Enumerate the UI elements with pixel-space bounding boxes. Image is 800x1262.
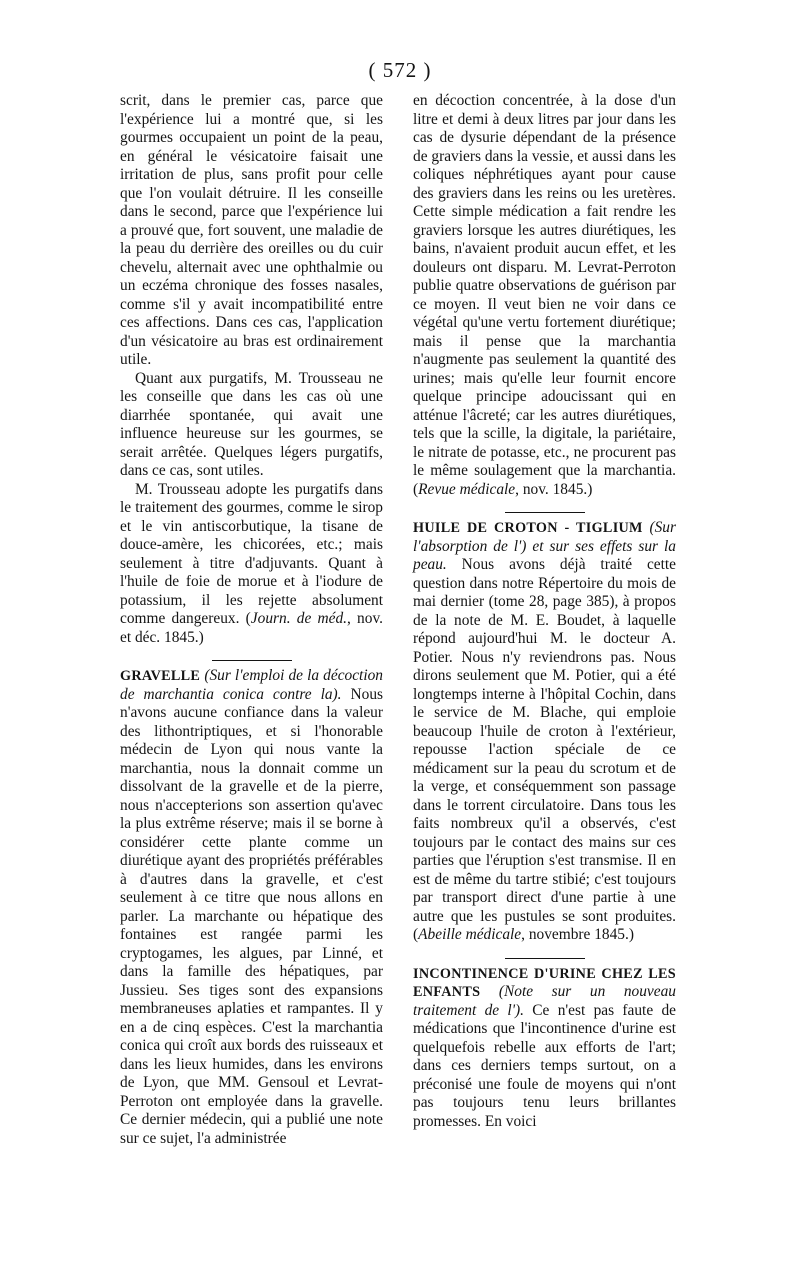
- right-column: [413, 92, 676, 1131]
- paragraph-marchantia-text: en décoction concentrée, à la dose d'un litre et demi à deux litres par jour dans les cas de dysurie dépendant de la présence de graviers dans la vessie, et aussi dans les coliques néphrétiques ayant pour cause des graviers dans les reins ou les uretères. Cette simple médication a fait rendre les graviers lorsque les autres diurétiques, les bains, n'avaient produit aucun effet, et les douleurs ont disparu. M. Levrat-Perroton publie quatre observations de guérison par ce moyen. Il veut bien ne voir dans ce végétal qu'une vertu fortement diurétique; mais il pense que la marchantia n'augmente pas seulement la quantité des urines; mais qu'elle leur fournit encore quelque principe adoucissant qui en atténue l'âcreté; car les autres diurétiques, tels que la scille, la digitale, la pariétaire, le nitrate de potasse, etc., ne procurent pas le même soulagement que la marchantia. (: [413, 92, 676, 498]
- article-body: Nous avons déjà traité cette question dans notre Répertoire du mois de mai dernier (tome 28, page 385), à propos de la note de M. E. Boudet, à laquelle répond aujourd'hui M. le docteur A. Potier. Nous n'y reviendrons pas. Nous dirons seulement que M. Potier, qui a été longtemps interne à l'hôpital Cochin, dans le service de M. Blache, qui emploie beaucoup l'huile de croton à l'extérieur, repousse l'action spéciale de ce médicament sur la peau du scrotum et de la verge, et conséquemment son passage dans le torrent circulatoire. Dans tous les faits nombreux qu'il a observés, c'est toujours par le contact des mains sur ces parties que l'éruption s'est transmise. Il en est de même du tartre stibié; c'est toujours par transport direct d'une partie à une autre que les pustules se sont produites. (: [413, 556, 676, 943]
- article-body: Nous n'avons aucune confiance dans la valeur des lithontriptiques, et si l'honorable médecin de Lyon qui nous vante la marchantia, nous la donnait comme un dissolvant de la gravelle et de la pierre, nous n'accepterions son assertion qu'avec la plus extrême réserve; mais il se borne à considérer cette plante comme un diurétique ayant des propriétés préférables à d'autres dans la gravelle, et c'est seulement à ce titre que nous allons en parler. La marchante ou hépatique des fontaines est rangée parmi les cryptogames, les algues, par Linné, et dans la famille des hépatiques, par Jussieu. Ses tiges sont des expansions membraneuses aplaties et rampantes. Il y en a de cinq espèces. C'est la marchantia conica qui croît aux bords des ruisseaux et dans les lieux humides, dans les environs de Lyon, que MM. Gensoul et Levrat-Perroton ont employée dans la gravelle. Ce dernier médecin, qui a publié une note sur ce sujet, l'a administrée: [120, 685, 383, 1147]
- paragraph-vesicatoire: scrit, dans le premier cas, parce que l'expérience lui a montré que, si les gourmes occupaient un point de la peau, en général le vésicatoire faisait une irritation de plus, sans profit pour celle que l'on voulait détruire. Il les conseille dans le second, parce que l'expérience lui a prouvé que, fort souvent, une maladie de la peau du derrière des oreilles ou du cuir chevelu, alternait avec une ophthalmie ou un eczéma chronique des fosses nasales, comme s'il y avait incompatibilité entre ces affections. Dans ces cas, l'application d'un vésicatoire au bras est ordinairement utile.: [120, 92, 383, 368]
- paragraph-trousseau: [120, 481, 383, 648]
- left-column: [120, 92, 383, 1148]
- source-citation: Abeille médicale: [418, 926, 522, 943]
- source-date: , novembre 1845.): [521, 926, 634, 943]
- article-incontinence: [413, 965, 676, 1132]
- source-citation: Journ. de méd.: [250, 610, 347, 627]
- source-date: , nov. et déc. 1845.): [120, 610, 383, 646]
- article-heading: GRAVELLE: [120, 668, 201, 684]
- article-heading: INCONTINENCE D'URINE CHEZ LES ENFANTS: [413, 965, 676, 1000]
- source-date: , nov. 1845.): [515, 480, 593, 498]
- section-divider: [212, 660, 292, 661]
- article-subheading: (Note sur un nouveau traitement de l').: [413, 983, 676, 1019]
- source-citation: Revue médicale: [418, 480, 516, 498]
- article-body: Ce n'est pas faute de médications que l'incontinence d'urine est quelquefois rebelle aux efforts de l'art; dans ces derniers temps surtout, on a préconisé une foule de moyens qui n'ont pas toujours tenu leurs brillantes promesses. En voici: [413, 1001, 677, 1130]
- section-divider: [505, 958, 585, 959]
- paragraph-marchantia: [413, 92, 676, 499]
- section-divider: [505, 512, 585, 513]
- paragraph-purgatifs: Quant aux purgatifs, M. Trousseau ne les conseille que dans les cas où une diarrhée spontanée, qui avait une influence heureuse sur les gourmes, se serait arrêtée. Quelques légers purgatifs, dans ce cas, sont utiles.: [120, 369, 383, 479]
- article-heading: HUILE DE CROTON - TIGLIUM: [413, 520, 643, 536]
- article-subheading: (Sur l'emploi de la décoction de marchantia conica contre la).: [120, 667, 383, 703]
- article-subheading: (Sur l'absorption de l') et sur ses effets sur la peau.: [413, 519, 676, 573]
- article-gravelle: [120, 667, 383, 1148]
- page-number: ( 572 ): [368, 58, 432, 82]
- paragraph-trousseau-text: M. Trousseau adopte les purgatifs dans le traitement des gourmes, comme le sirop et le vin antiscorbutique, la tisane de douce-amère, les chicorées, etc.; mais seulement à titre d'adjuvants. Quant à l'huile de foie de morue et à l'iodure de potassium, il les rejette absolument comme dangereux. (: [120, 480, 383, 627]
- article-croton: [413, 519, 676, 945]
